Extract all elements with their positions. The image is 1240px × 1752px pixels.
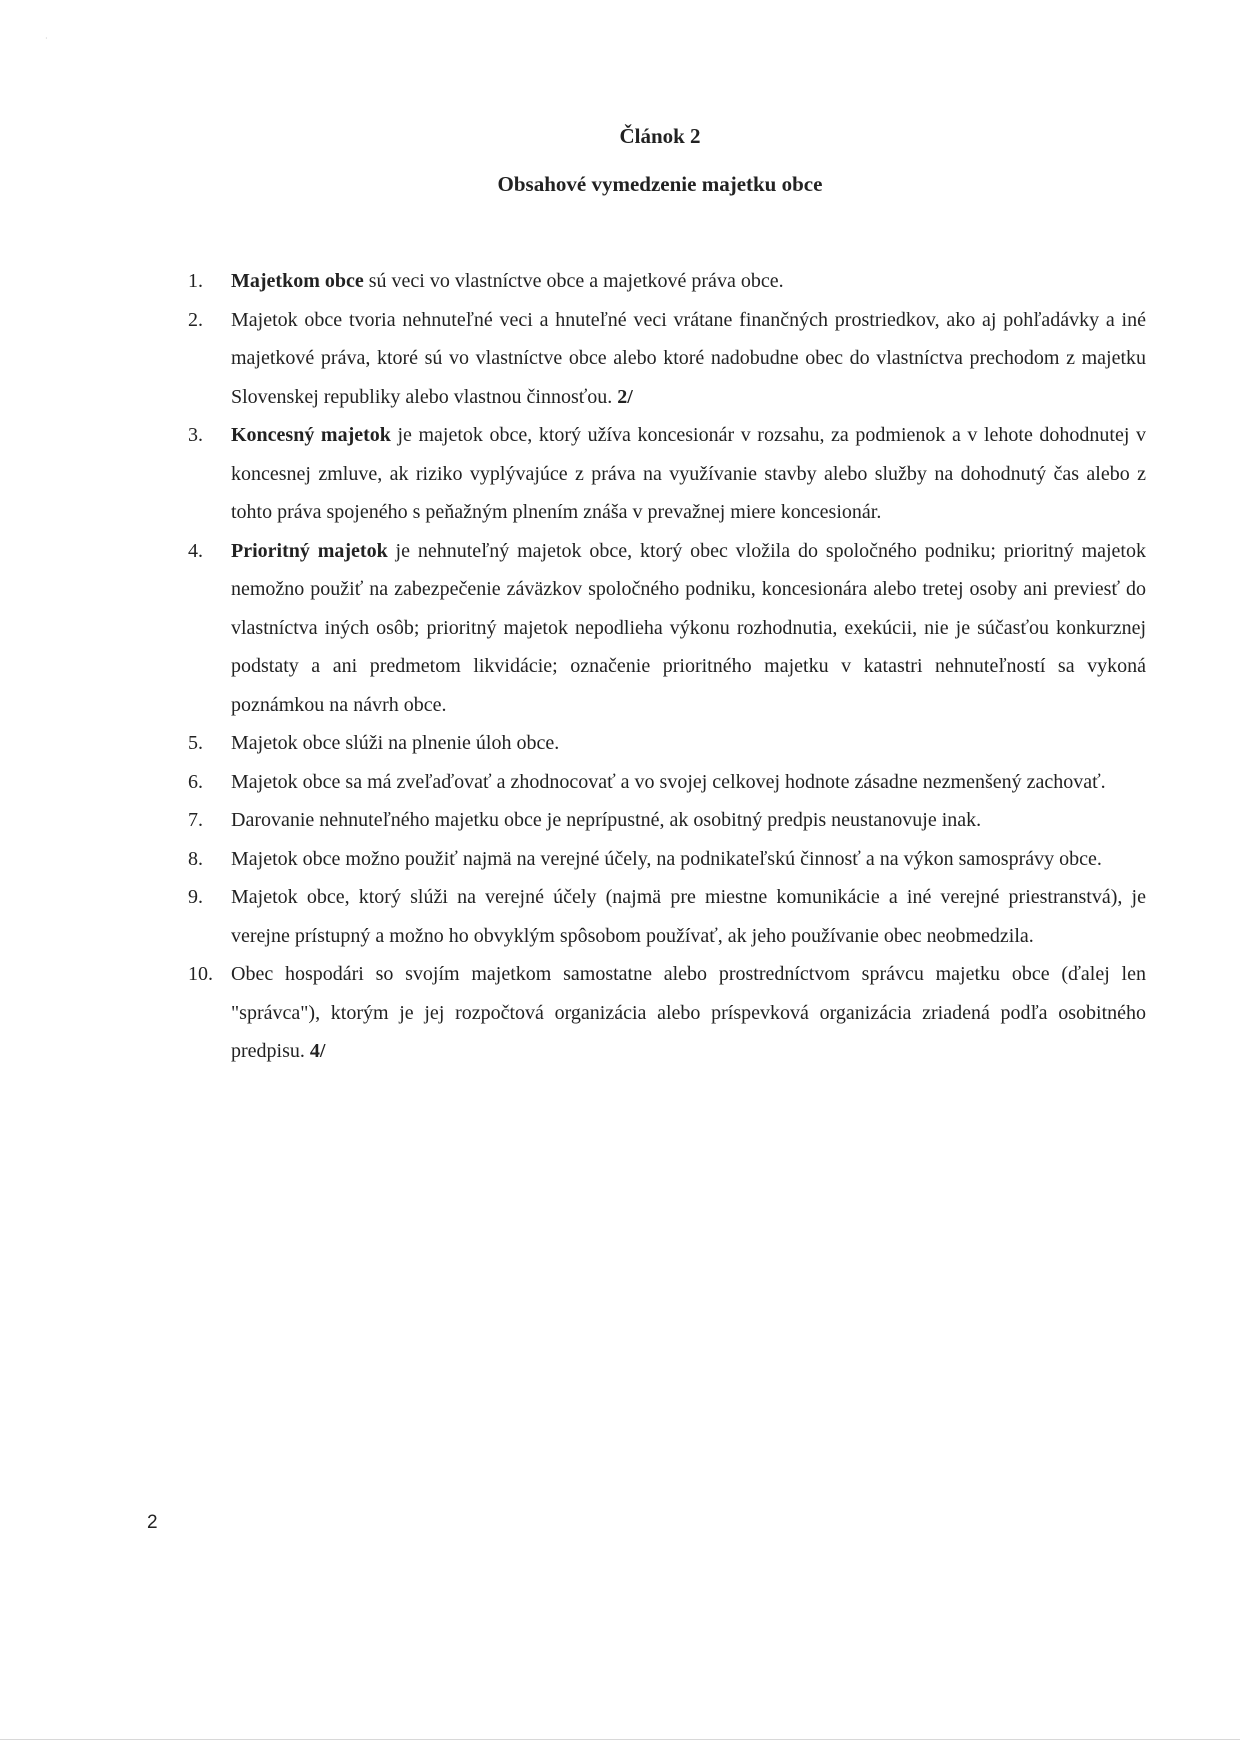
clause-7: [188, 801, 1146, 840]
clause-text: Majetok obce tvoria nehnuteľné veci a hnuteľné veci vrátane finančných prostriedkov, ako aj pohľadávky a iné majetkové práva, ktoré sú vo vlastníctve obce alebo ktoré nadobudne obec do vlastníctva prechodom z majetku Slovenskej republiky alebo vlastnou činnosťou. 2/: [231, 308, 1146, 408]
clause-1: [188, 262, 1146, 301]
clause-term: Koncesný majetok: [231, 424, 391, 446]
clause-text: Majetkom obce sú veci vo vlastníctve obce a majetkové práva obce.: [231, 270, 784, 292]
clause-text: Darovanie nehnuteľného majetku obce je neprípustné, ak osobitný predpis neustanovuje inak.: [231, 809, 982, 831]
clause-number: 10.: [188, 963, 213, 985]
footnote-reference: 4/: [304, 1040, 326, 1062]
clause-10: [188, 955, 1146, 1071]
clause-number: 1.: [188, 270, 203, 292]
clause-text: Majetok obce sa má zveľaďovať a zhodnocovať a vo svojej celkovej hodnote zásadne nezmenšený zachovať.: [231, 770, 1106, 793]
clause-5: [188, 724, 1146, 763]
clause-number: 2.: [188, 308, 203, 331]
clause-number: 4.: [188, 539, 203, 562]
clause-term: Majetkom obce: [231, 270, 364, 292]
clause-text: Prioritný majetok je nehnuteľný majetok obce, ktorý obec vložila do spoločného podniku; prioritný majetok nemožno použiť na zabezpečenie záväzkov spoločného podniku, koncesionára alebo tretej osoby ani previesť do vlastníctva iných osôb; prioritný majetok nepodlieha výkonu rozhodnutia, exekúcii, nie je súčasťou konkurznej podstaty a ani predmetom likvidácie; označenie prioritného majetku v katastri nehnuteľností sa vykoná poznámkou na návrh obce.: [231, 539, 1146, 716]
clause-list: [188, 262, 1146, 1071]
clause-text: Majetok obce slúži na plnenie úloh obce.: [231, 732, 560, 754]
clause-term: Prioritný majetok: [231, 539, 388, 562]
scan-edge-line: [0, 1739, 1240, 1740]
clause-4: [188, 532, 1146, 725]
clause-8: [188, 840, 1146, 879]
footnote-reference: 2/: [612, 385, 633, 408]
page-number: 2: [147, 1512, 158, 1533]
article-title: Článok 2: [619, 124, 701, 148]
article-subtitle: Obsahové vymedzenie majetku obce: [497, 172, 823, 196]
clause-number: 9.: [188, 886, 203, 908]
clause-number: 3.: [188, 424, 203, 446]
clause-number: 8.: [188, 847, 203, 870]
clause-text: Majetok obce, ktorý slúži na verejné účely (najmä pre miestne komunikácie a iné verejné priestranstvá), je verejne prístupný a možno ho obvyklým spôsobom používať, ak jeho používanie obec neobmedzila.: [231, 886, 1146, 947]
clause-2: [188, 301, 1146, 417]
clause-text: Koncesný majetok je majetok obce, ktorý užíva koncesionár v rozsahu, za podmienok a v lehote dohodnutej v koncesnej zmluve, ak riziko vyplývajúce z práva na využívanie stavby alebo služby na dohodnutý čas alebo z tohto práva spojeného s peňažným plnením znáša v prevažnej miere koncesionár.: [231, 424, 1146, 523]
scan-artifact: ·: [45, 34, 48, 43]
clause-number: 5.: [188, 732, 203, 754]
clause-number: 6.: [188, 770, 203, 793]
clause-9: [188, 878, 1146, 955]
clause-text: Obec hospodári so svojím majetkom samostatne alebo prostredníctvom správcu majetku obce (ďalej len "správca"), ktorým je jej rozpočtová organizácia alebo príspevková organizácia zriadená podľa osobitného predpisu. 4/: [231, 963, 1146, 1062]
clause-6: [188, 763, 1146, 802]
clause-text: Majetok obce možno použiť najmä na verejné účely, na podnikateľskú činnosť a na výkon samosprávy obce.: [231, 847, 1102, 870]
clause-3: [188, 416, 1146, 532]
clause-number: 7.: [188, 809, 203, 831]
